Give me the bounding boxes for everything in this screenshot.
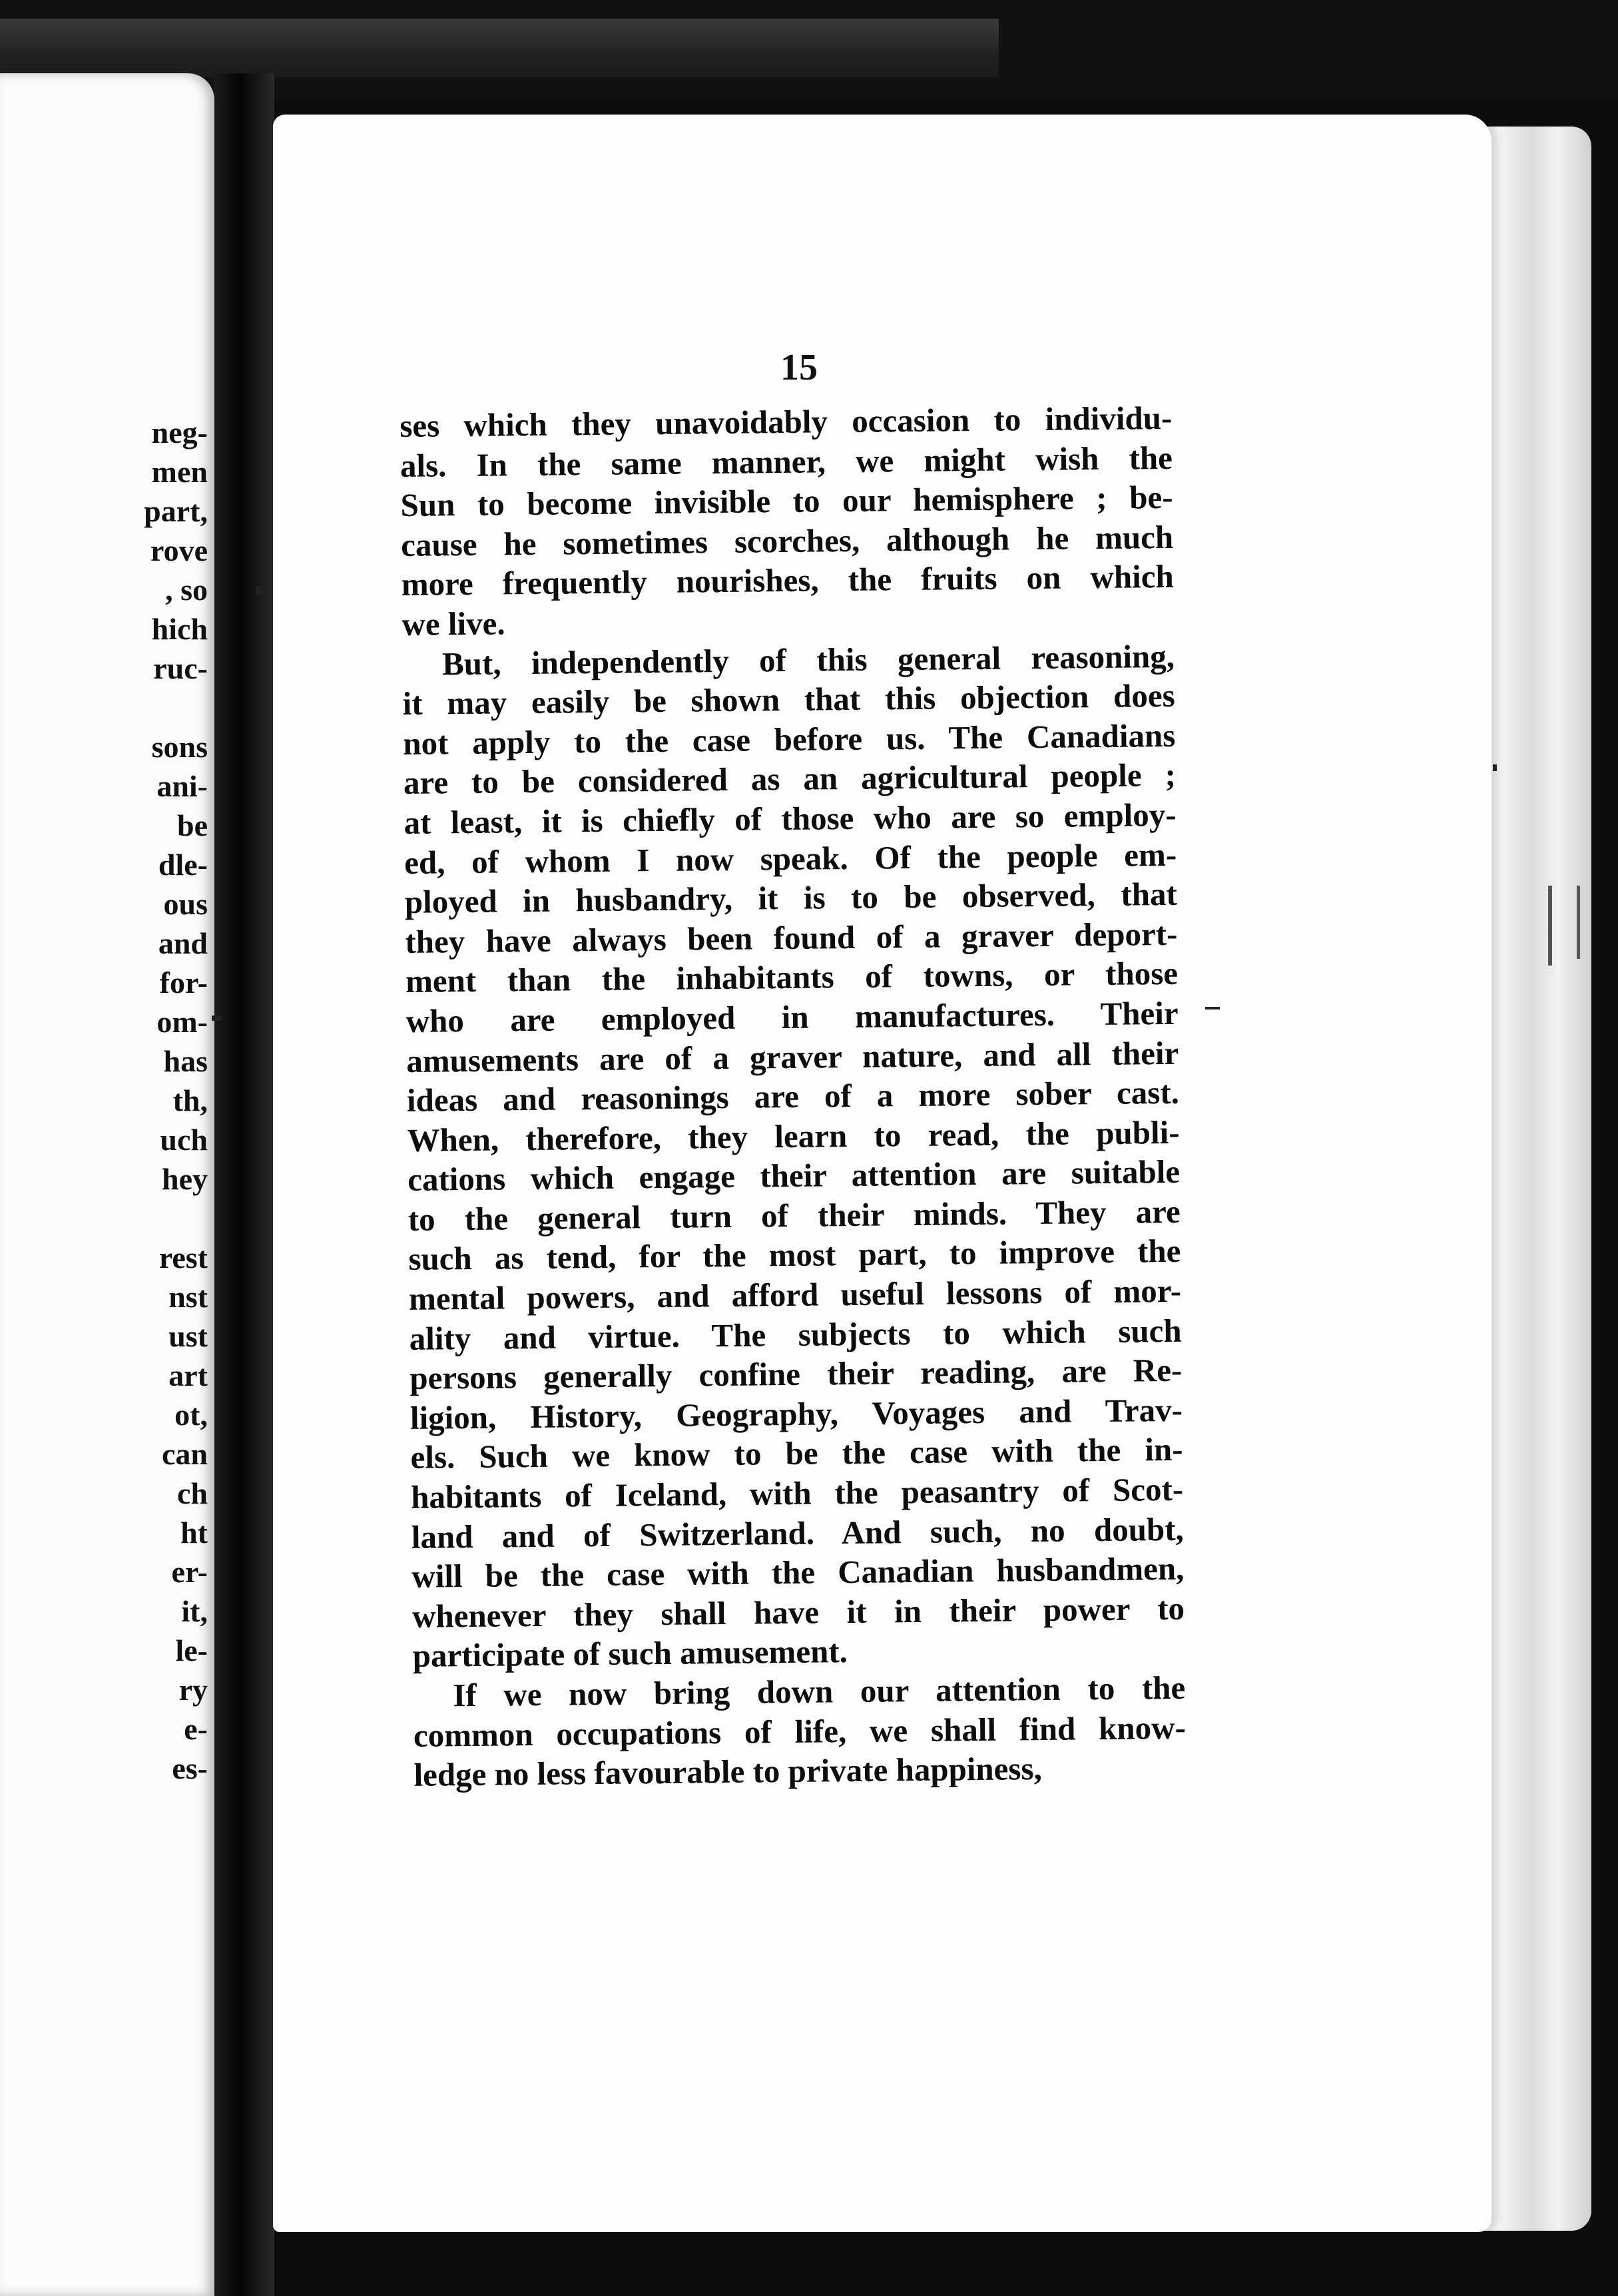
- left-fragment: ch: [177, 1476, 208, 1510]
- left-fragment: e-: [184, 1712, 208, 1746]
- page-number: 15: [780, 347, 818, 388]
- left-fragment: om-: [156, 1005, 208, 1039]
- text-line: ality and virtue. The subjects to which such: [409, 1312, 1182, 1357]
- scan-speck: [1548, 886, 1552, 966]
- text-line: who are employed in manufactures. Their: [405, 994, 1179, 1039]
- text-line: els. Such we know to be the case with the in-: [410, 1431, 1183, 1476]
- left-fragment: ust: [168, 1319, 208, 1353]
- text-line: When, therefore, they learn to read, the publi-: [407, 1113, 1180, 1159]
- left-fragment: for-: [159, 966, 208, 1000]
- text-line: als. In the same manner, we might wish the: [400, 439, 1173, 484]
- left-fragment: ht: [180, 1516, 208, 1550]
- text-line: more frequently nourishes, the fruits on which: [401, 558, 1175, 603]
- text-line: ployed in husbandry, it is to be observed, that: [404, 875, 1178, 921]
- left-fragment: er-: [171, 1555, 208, 1589]
- text-line: whenever they shall have it in their power to: [411, 1589, 1185, 1635]
- scan-speck: [1577, 886, 1580, 959]
- left-fragment: hey: [162, 1162, 208, 1196]
- book-cover-edge: [0, 19, 999, 77]
- text-line: we live.: [402, 605, 505, 643]
- left-fragment: men: [151, 455, 208, 489]
- left-fragment: uch: [160, 1123, 208, 1157]
- left-fragment: ruc-: [153, 651, 208, 685]
- left-fragment: art: [168, 1358, 208, 1392]
- left-fragment: ani-: [156, 769, 208, 803]
- left-fragment: hich: [151, 612, 208, 646]
- text-line: cations which engage their attention are suitable: [407, 1153, 1181, 1199]
- text-line: persons generally confine their reading, are Re-: [409, 1352, 1183, 1397]
- left-fragment: ry: [178, 1673, 208, 1707]
- scan-speck: [212, 1015, 221, 1021]
- left-fragment: nst: [168, 1280, 208, 1314]
- book-gutter: [214, 73, 274, 2296]
- left-page-text-fragments: [8, 413, 208, 1788]
- text-line: land and of Switzerland. And such, no doubt,: [411, 1510, 1185, 1556]
- left-fragment: dle-: [158, 848, 208, 882]
- text-line: ed, of whom I now speak. Of the people em-: [404, 836, 1177, 881]
- left-fragment: and: [158, 926, 208, 960]
- left-fragment: sons: [151, 730, 208, 764]
- text-line: it may easily be shown that this objection does: [402, 677, 1175, 722]
- text-line: are to be considered as an agricultural people ;: [403, 756, 1177, 802]
- left-fragment: has: [163, 1044, 208, 1078]
- left-fragment: [8, 688, 208, 727]
- scan-speck: [256, 586, 263, 595]
- text-line: not apply to the case before us. The Canadians: [403, 717, 1176, 762]
- text-line: If we now bring down our attention to the: [452, 1669, 1186, 1714]
- scan-speck: [1493, 764, 1497, 771]
- left-fragment: ot,: [174, 1398, 208, 1432]
- text-line: ideas and reasonings are of a more sober cast.: [406, 1073, 1180, 1119]
- text-line: mental powers, and afford useful lessons of mor-: [408, 1272, 1182, 1317]
- left-fragment: [8, 1199, 208, 1238]
- text-line: will be the case with the Canadian husbandmen,: [411, 1550, 1185, 1595]
- text-line: at least, it is chiefly of those who are so employ-: [404, 796, 1177, 841]
- text-line: participate of such amusement.: [412, 1633, 848, 1675]
- text-line: cause he sometimes scorches, although he much: [400, 518, 1174, 563]
- text-line: such as tend, for the most part, to improve the: [408, 1233, 1181, 1278]
- scan-speck: [1205, 1007, 1220, 1009]
- left-fragment: neg-: [151, 416, 208, 449]
- text-line: ligion, History, Geography, Voyages and Trav-: [409, 1391, 1183, 1436]
- body-text: [400, 398, 1187, 1795]
- left-fragment: le-: [175, 1633, 208, 1667]
- left-fragment: can: [162, 1437, 208, 1471]
- left-fragment: be: [177, 808, 208, 842]
- left-fragment: rest: [158, 1241, 208, 1275]
- text-line: amusements are of a graver nature, and all their: [406, 1034, 1179, 1079]
- text-line: habitants of Iceland, with the peasantry of Scot-: [410, 1470, 1184, 1516]
- left-fragment: es-: [172, 1751, 208, 1785]
- left-fragment: , so: [165, 573, 208, 607]
- text-line: they have always been found of a graver deport-: [405, 915, 1178, 960]
- text-line: common occupations of life, we shall find know-: [413, 1709, 1187, 1754]
- left-fragment: part,: [144, 494, 208, 528]
- text-line: to the general turn of their minds. They are: [407, 1193, 1181, 1238]
- left-fragment: th,: [172, 1083, 208, 1117]
- text-line: ledge no less favourable to private happiness,: [413, 1750, 1043, 1794]
- text-line: ment than the inhabitants of towns, or those: [405, 955, 1179, 1000]
- left-fragment: rove: [150, 533, 208, 567]
- text-line: But, independently of this general reasoning,: [441, 637, 1175, 682]
- left-fragment: it,: [181, 1594, 208, 1628]
- text-line: ses which they unavoidably occasion to individu-: [400, 399, 1173, 444]
- left-fragment: ous: [163, 887, 208, 921]
- left-page: [0, 73, 214, 2296]
- text-line: Sun to become invisible to our hemisphere ; be-: [400, 479, 1173, 524]
